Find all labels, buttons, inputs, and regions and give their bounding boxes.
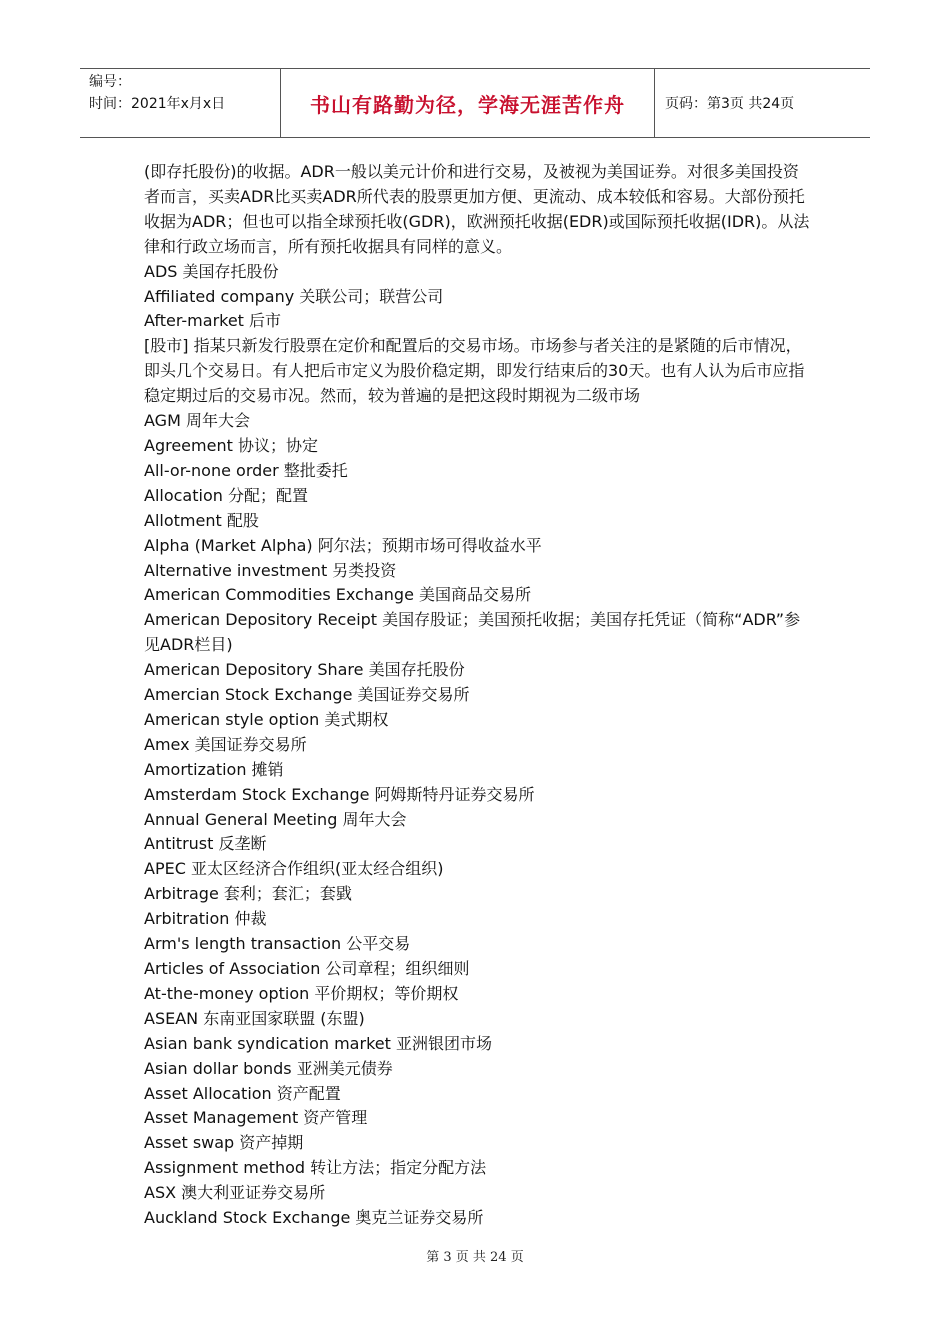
- glossary-entry: Allocation 分配；配置: [144, 485, 308, 505]
- footer-page-number: 第 3 页 共 24 页: [426, 1250, 524, 1265]
- glossary-entry: Arm's length transaction 公平交易: [144, 934, 411, 954]
- glossary-entry: Alternative investment 另类投资: [144, 560, 397, 580]
- header-info-cell: [80, 69, 281, 137]
- glossary-entry: ADS 美国存托股份: [144, 261, 279, 281]
- page-footer: [0, 1246, 950, 1265]
- glossary-entry: After-market 后市: [144, 311, 282, 331]
- glossary-entry: American style option 美式期权: [144, 709, 389, 729]
- glossary-entry: Antitrust 反垄断: [144, 834, 267, 854]
- glossary-entry: Agreement 协议；协定: [144, 435, 318, 455]
- paragraph: (即存托股份)的收据。ADR一般以美元计价和进行交易，及被视为美国证券。对很多美国投资者而言，买卖ADR比买卖ADR所代表的股票更加方便、更流动、成本较低和容易。大部份预托收据为ADR；但也可以指全球预托收(GDR)，欧洲预托收据(EDR)或国际预托收据(IDR)。从法律和行政立场而言，所有预托收据具有同样的意义。: [144, 162, 810, 256]
- glossary-entry: Affiliated company 关联公司；联营公司: [144, 286, 444, 306]
- glossary-entry: ASX 澳大利亚证券交易所: [144, 1183, 326, 1203]
- glossary-entry: At-the-money option 平价期权；等价期权: [144, 983, 459, 1003]
- glossary-entry: Asset Allocation 资产配置: [144, 1083, 341, 1103]
- glossary-entry: American Depository Receipt 美国存股证；美国预托收据；美国存托凭证（简称“ADR”参见ADR栏目): [144, 610, 801, 655]
- glossary-entry: Arbitration 仲裁: [144, 909, 267, 929]
- glossary-entry: Annual General Meeting 周年大会: [144, 809, 407, 829]
- number-label: 编号：: [89, 74, 131, 90]
- motto-text: 书山有路勤为径，学海无涯苦作舟: [310, 92, 625, 117]
- header-motto-cell: [281, 69, 655, 137]
- glossary-entry: ASEAN 东南亚国家联盟 (东盟): [144, 1008, 365, 1028]
- time-label: 时间：2021年x月x日: [89, 96, 226, 112]
- glossary-entry: Assignment method 转让方法；指定分配方法: [144, 1158, 487, 1178]
- glossary-entry: Amsterdam Stock Exchange 阿姆斯特丹证券交易所: [144, 784, 535, 804]
- glossary-entry: Asset swap 资产掉期: [144, 1133, 304, 1153]
- glossary-entry: Asset Management 资产管理: [144, 1108, 368, 1128]
- glossary-entry: All-or-none order 整批委托: [144, 460, 348, 480]
- glossary-entry: Amercian Stock Exchange 美国证券交易所: [144, 685, 470, 705]
- page-header: [80, 68, 870, 138]
- glossary-entry: Amex 美国证券交易所: [144, 734, 307, 754]
- glossary-entry: Arbitrage 套利；套汇；套戥: [144, 884, 352, 904]
- glossary-entry: Allotment 配股: [144, 510, 259, 530]
- glossary-entry: Alpha (Market Alpha) 阿尔法；预期市场可得收益水平: [144, 535, 542, 555]
- glossary-entry: American Depository Share 美国存托股份: [144, 660, 465, 680]
- glossary-entry: American Commodities Exchange 美国商品交易所: [144, 585, 532, 605]
- header-page-cell: [655, 69, 870, 137]
- glossary-entry: APEC 亚太区经济合作组织(亚太经合组织): [144, 859, 444, 879]
- glossary-entry: Articles of Association 公司章程；组织细则: [144, 959, 470, 978]
- glossary-entry: Auckland Stock Exchange 奥克兰证券交易所: [144, 1208, 484, 1228]
- document-body: [144, 160, 812, 1231]
- glossary-entry: AGM 周年大会: [144, 411, 250, 431]
- glossary-entry: Asian dollar bonds 亚洲美元债券: [144, 1058, 393, 1078]
- paragraph: [股市] 指某只新发行股票在定价和配置后的交易市场。市场参与者关注的是紧随的后市情况，即头几个交易日。有人把后市定义为股价稳定期，即发行结束后的30天。也有人认为后市应指稳定期过后的交易市况。然而，较为普遍的是把这段时期视为二级市场: [144, 336, 805, 406]
- glossary-entry: Asian bank syndication market 亚洲银团市场: [144, 1033, 492, 1053]
- glossary-entry: Amortization 摊销: [144, 759, 284, 779]
- page-number-label: 页码：第3页 共24页: [665, 96, 795, 112]
